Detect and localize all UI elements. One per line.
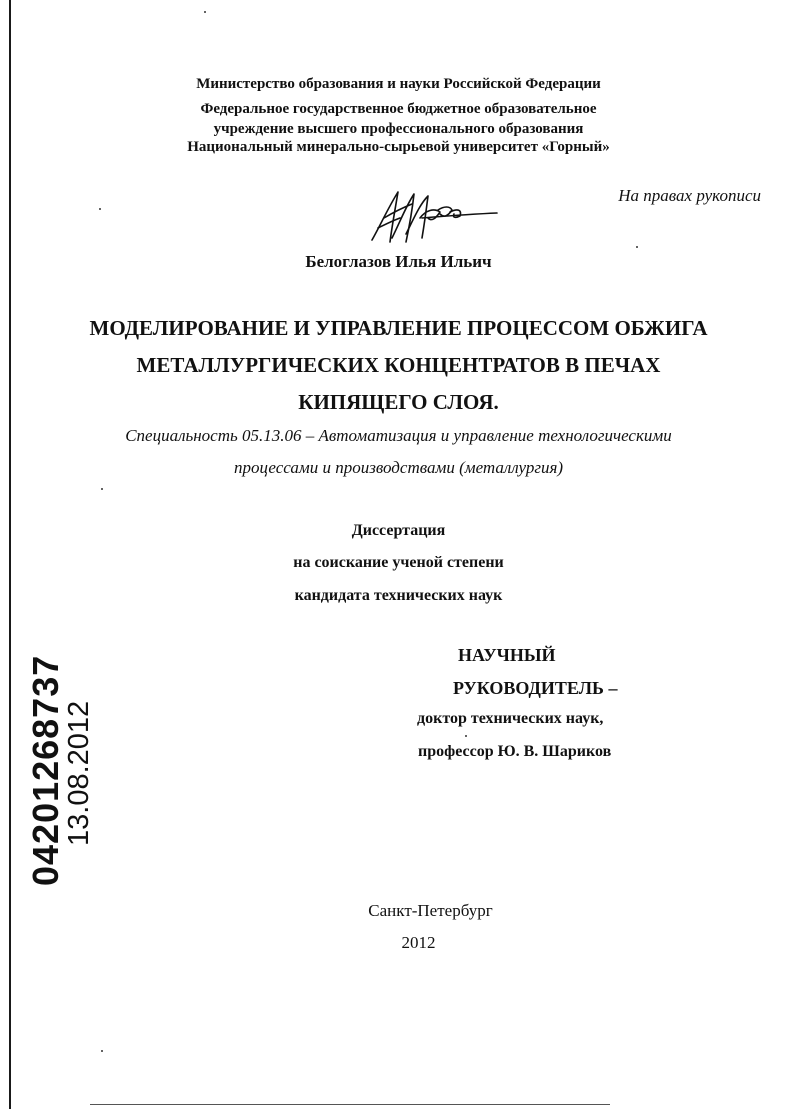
institution-line-1: Федеральное государственное бюджетное образовательное	[200, 101, 597, 117]
degree-line-1: на соискание ученой степени	[293, 554, 504, 571]
supervisor-heading-2: РУКОВОДИТЕЛЬ –	[453, 678, 618, 698]
scan-speck	[204, 11, 206, 13]
degree-line-2: кандидата технических наук	[294, 587, 503, 604]
archive-stamp-number: 04201268737	[25, 654, 66, 886]
scan-speck	[99, 208, 101, 210]
ministry-name: Министерство образования и науки Российской Федерации	[196, 76, 601, 92]
supervisor-heading-1: НАУЧНЫЙ	[458, 645, 556, 665]
scan-speck	[101, 488, 103, 490]
specialty-line-2: процессами и производствами (металлургия)	[233, 458, 564, 477]
scan-bottom-edge	[90, 1104, 610, 1105]
supervisor-name: профессор Ю. В. Шариков	[418, 743, 612, 760]
city: Санкт-Петербург	[368, 901, 493, 920]
archive-stamp-date: 13.08.2012	[63, 700, 95, 846]
supervisor-degree: доктор технических наук,	[417, 710, 604, 727]
institution-line-2: учреждение высшего профессионального образования	[213, 121, 584, 137]
scan-speck	[636, 246, 638, 248]
specialty-line-1: Специальность 05.13.06 – Автоматизация и управление технологическими	[125, 426, 672, 445]
thesis-title-line-3: КИПЯЩЕГО СЛОЯ.	[298, 390, 499, 414]
university-name: Национальный минерально-сырьевой университет «Горный»	[187, 139, 610, 155]
scan-speck	[465, 735, 467, 737]
author-signature	[362, 188, 502, 248]
manuscript-rights-note: На правах рукописи	[618, 186, 761, 205]
thesis-title-line-2: МЕТАЛЛУРГИЧЕСКИХ КОНЦЕНТРАТОВ В ПЕЧАХ	[136, 353, 661, 377]
thesis-title-line-1: МОДЕЛИРОВАНИЕ И УПРАВЛЕНИЕ ПРОЦЕССОМ ОБЖИГА	[89, 316, 708, 340]
scan-speck	[101, 1050, 103, 1052]
dissertation-label: Диссертация	[351, 522, 446, 539]
year: 2012	[401, 933, 436, 952]
author-name: Белоглазов Илья Ильич	[305, 252, 492, 271]
